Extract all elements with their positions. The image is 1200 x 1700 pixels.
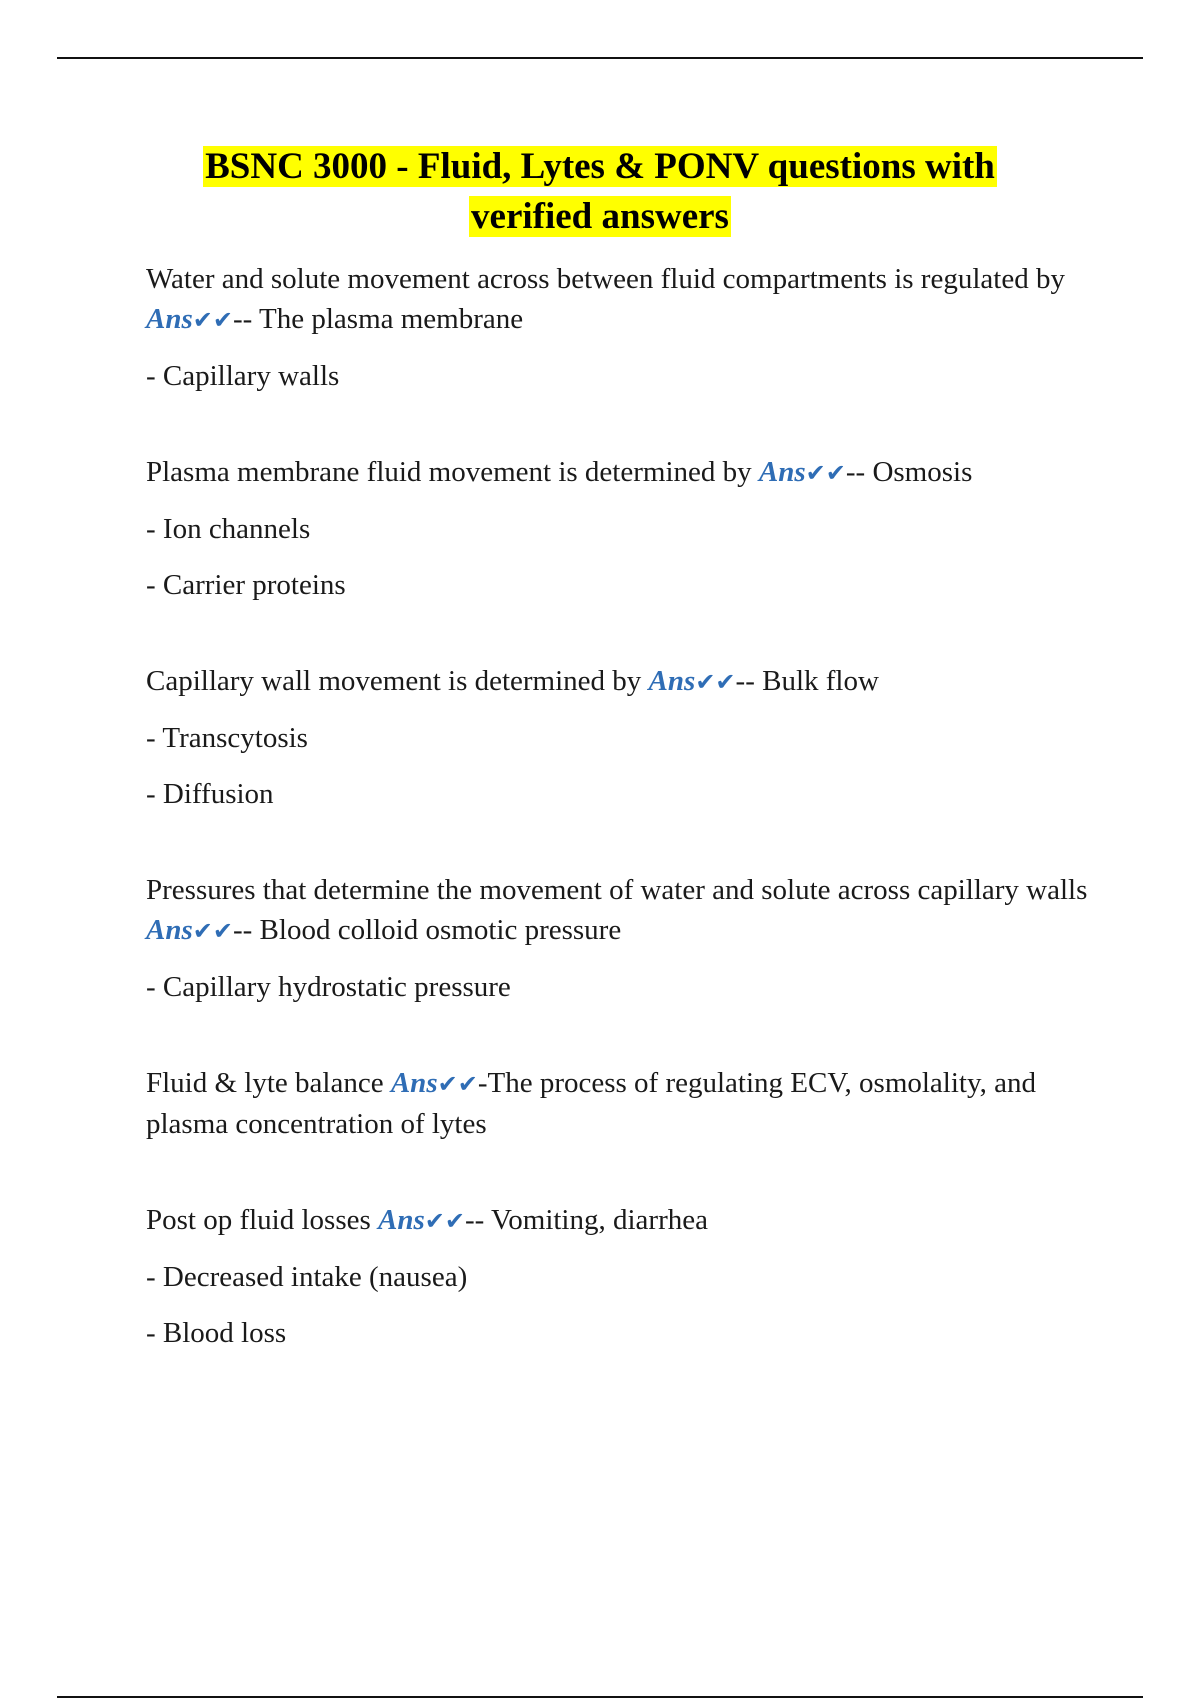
question-text: Plasma membrane fluid movement is determined by [146,456,759,488]
qa-item-2 [146,452,1096,605]
answer-text: -- Blood colloid osmotic pressure [232,914,622,946]
answer-extra-line: - Diffusion [146,778,274,810]
answer-extra-line: - Blood loss [146,1317,287,1349]
answer-extra-line: - Decreased intake (nausea) [146,1261,468,1293]
question-text: Fluid & lyte balance [146,1067,391,1099]
qa-item-4 [146,870,1096,1007]
answer-text: -- Osmosis [845,456,973,488]
double-check-icon: ✔✔ [437,1070,478,1098]
qa-question-line [146,1200,1096,1241]
qa-item-3 [146,661,1096,814]
double-check-icon: ✔✔ [695,668,736,696]
answer-marker: Ans [146,303,193,335]
answer-marker: Ans [146,914,193,946]
title-line-2: verified answers [471,196,729,237]
question-text: Post op fluid losses [146,1204,379,1236]
answer-extra-line: - Carrier proteins [146,569,346,601]
answer-marker: Ans [648,665,696,697]
qa-item-5 [146,1063,1096,1144]
double-check-icon: ✔✔ [192,917,233,945]
answer-extra-line: - Capillary walls [146,360,340,392]
page-title [0,142,1200,242]
answer-text: -- Bulk flow [735,665,879,697]
answer-extra-line: - Transcytosis [146,722,308,754]
double-check-icon: ✔✔ [192,306,233,334]
footer-rule [57,1696,1143,1698]
double-check-icon: ✔✔ [424,1207,466,1235]
qa-question-line [146,259,1096,340]
qa-question-line [146,1063,1096,1144]
answer-marker: Ans [758,456,806,488]
question-text: Water and solute movement across between fluid compartments is regulated by [146,263,1065,295]
answer-text: -- Vomiting, diarrhea [465,1204,708,1236]
answer-text: -- The plasma membrane [232,303,524,335]
header-rule [57,57,1143,59]
qa-list [146,259,1096,1409]
qa-question-line [146,870,1096,951]
answer-marker: Ans [390,1067,438,1099]
double-check-icon: ✔✔ [805,459,846,487]
answer-text: -The process of regulating ECV, osmolality, and plasma concentration of lytes [146,1067,1036,1140]
question-text: Pressures that determine the movement of water and solute across capillary walls [146,874,1088,906]
qa-question-line [146,452,1096,493]
qa-item-1 [146,259,1096,396]
title-line-1: BSNC 3000 - Fluid, Lytes & PONV questions with [205,146,995,187]
question-text: Capillary wall movement is determined by [146,665,649,697]
answer-extra-line: - Ion channels [146,513,311,545]
qa-item-6 [146,1200,1096,1353]
answer-marker: Ans [378,1204,425,1236]
answer-extra-line: - Capillary hydrostatic pressure [146,971,511,1003]
qa-question-line [146,661,1096,702]
